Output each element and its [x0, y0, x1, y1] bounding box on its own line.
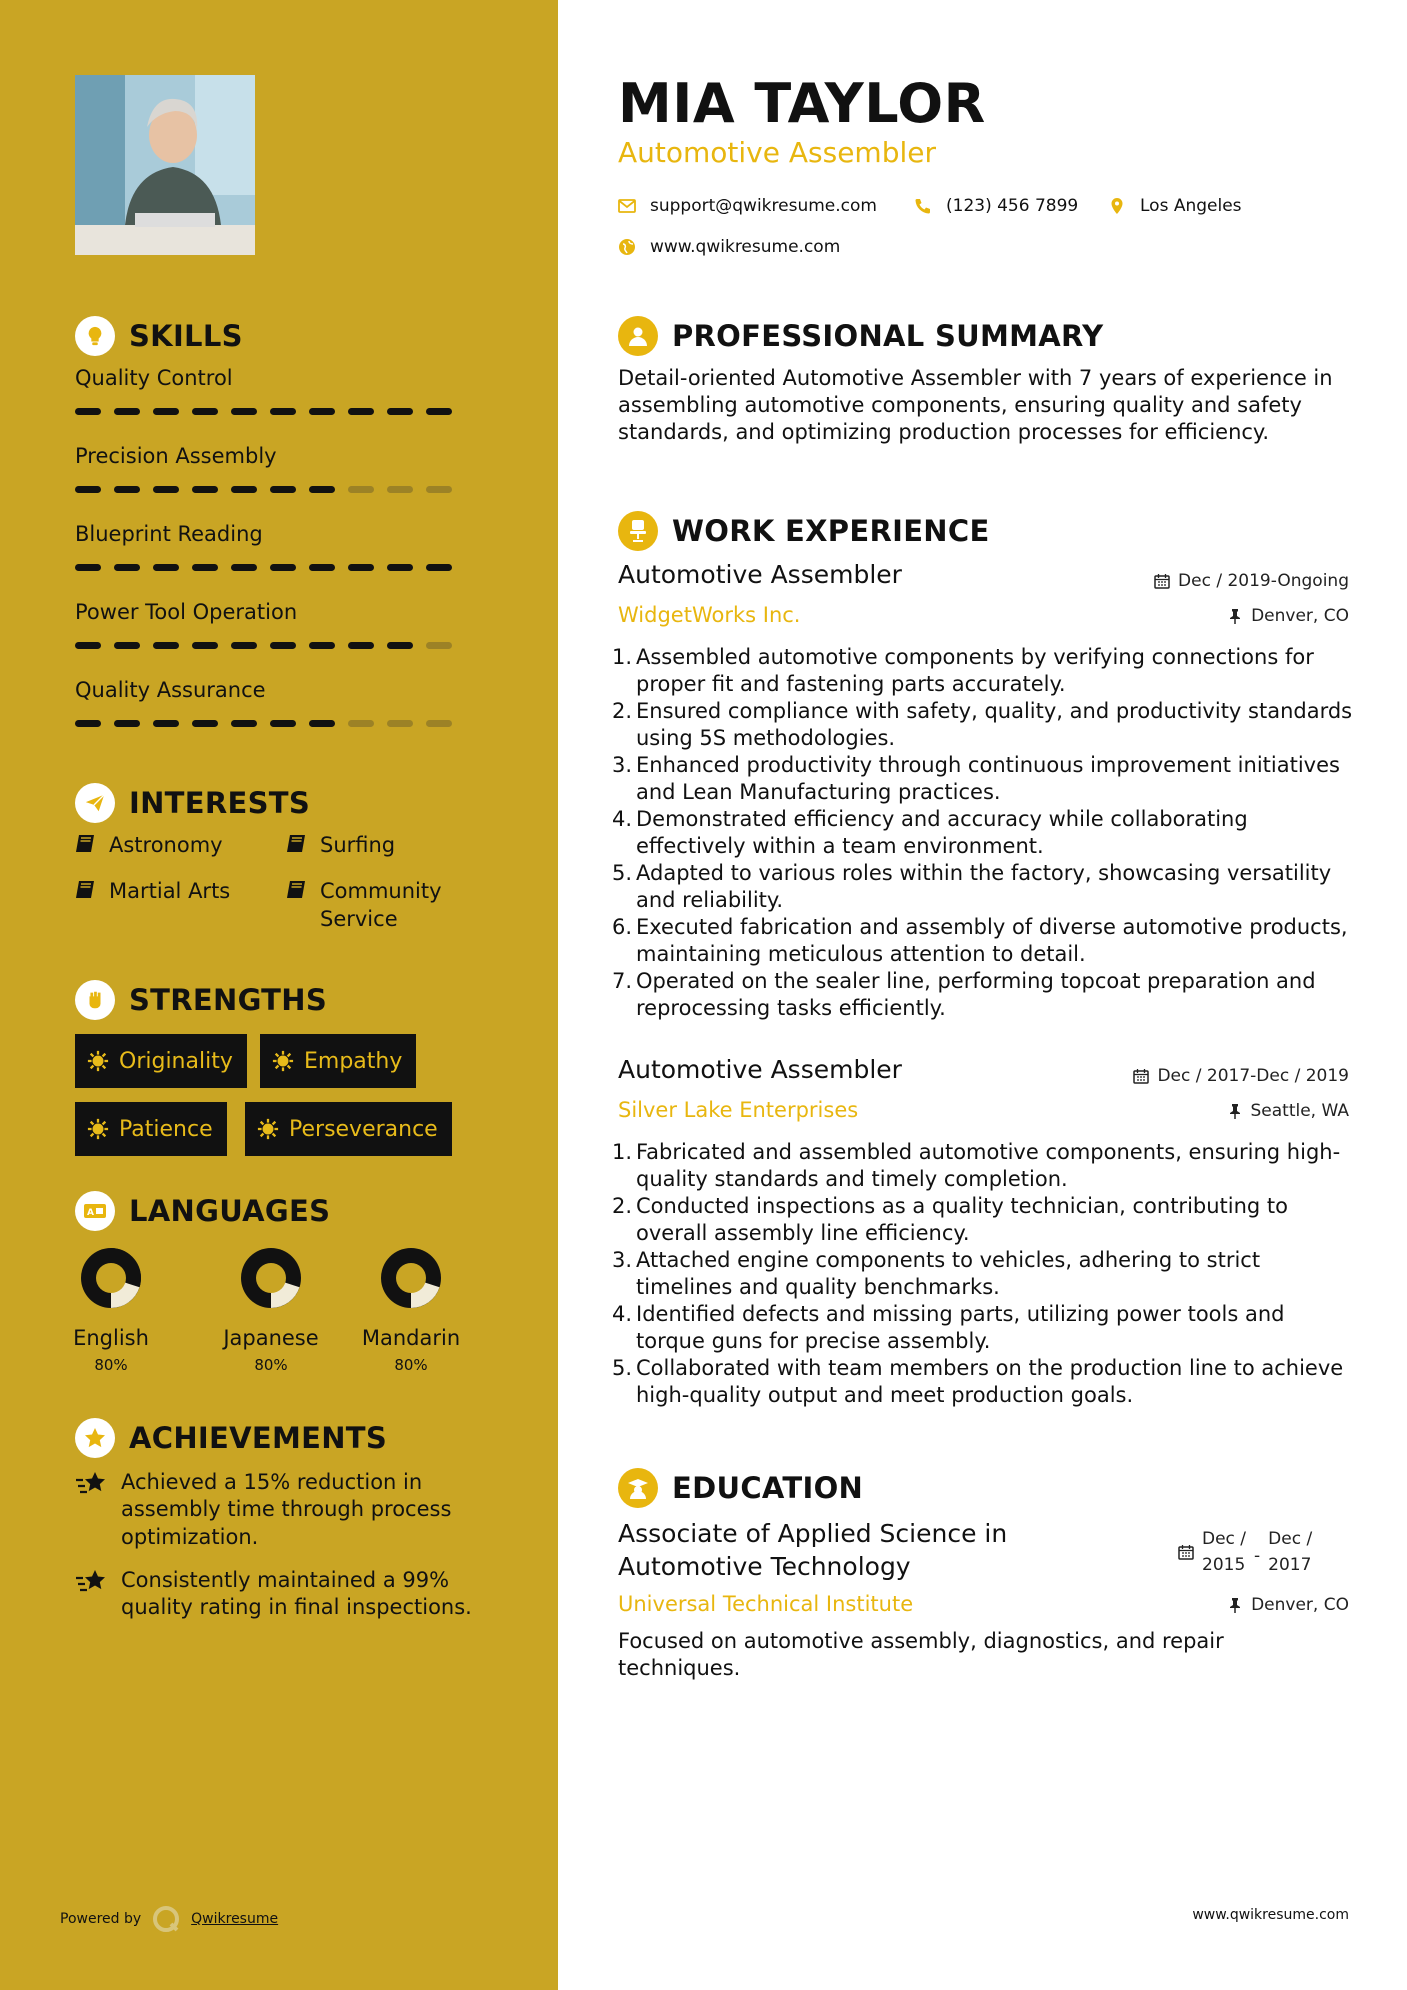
education-end — [1268, 1526, 1312, 1578]
office-chair-icon — [618, 511, 658, 551]
contact-phone — [914, 196, 1078, 216]
svg-text:A: A — [87, 1208, 94, 1218]
website-text[interactable]: www.qwikresume.com — [650, 237, 841, 257]
achievements-heading — [75, 1418, 387, 1458]
shooting-star-icon — [75, 1471, 109, 1497]
skill-level-segment — [192, 486, 218, 493]
achievement-text: Consistently maintained a 99% quality rating in final inspections. — [121, 1568, 472, 1620]
pushpin-icon — [1227, 1597, 1243, 1613]
skill-level-segment — [192, 720, 218, 727]
skill-level-segment — [153, 486, 179, 493]
job-dates — [1133, 1066, 1349, 1086]
duty-item: Executed fabrication and assembly of diverse automotive products, maintaining meticulous attention to detail. — [636, 915, 1348, 966]
skill-level-segment — [114, 486, 140, 493]
summary-title: PROFESSIONAL SUMMARY — [672, 319, 1104, 353]
language-name: Japanese — [223, 1326, 319, 1350]
skill-level-segment — [114, 642, 140, 649]
job-duties-list — [618, 1139, 1358, 1409]
summary-heading — [618, 316, 1103, 356]
strength-badge — [75, 1102, 227, 1156]
experience-heading — [618, 511, 990, 551]
interests-heading — [75, 783, 310, 823]
language-card-icon — [75, 1191, 115, 1231]
skill-level-segment — [348, 642, 374, 649]
education-end-month: Dec / — [1268, 1529, 1313, 1549]
skill-level-segment — [114, 720, 140, 727]
strength-badge — [75, 1034, 247, 1088]
education-start-month: Dec / — [1202, 1529, 1247, 1549]
language-percent: 80% — [254, 1356, 288, 1374]
job-dates-text: Dec / 2019-Ongoing — [1178, 571, 1349, 591]
job-location-text: Denver, CO — [1251, 606, 1349, 626]
skill-level-segment — [270, 642, 296, 649]
skill-level-segment — [192, 564, 218, 571]
candidate-name: MIA TAYLOR — [618, 72, 986, 135]
skill-level-bar — [75, 408, 452, 415]
skill-level-segment — [153, 408, 179, 415]
skill-level-bar — [75, 642, 452, 649]
interest-label: Community Service — [320, 879, 442, 932]
user-icon — [618, 316, 658, 356]
interest-item — [286, 831, 395, 859]
skills-title: SKILLS — [129, 319, 243, 353]
school-name: Universal Technical Institute — [618, 1592, 914, 1616]
powered-by — [60, 1904, 278, 1934]
skills-heading — [75, 316, 243, 356]
contact-location — [1108, 196, 1242, 216]
skill-level-segment — [270, 720, 296, 727]
degree-title — [618, 1517, 1007, 1583]
duty-item: Operated on the sealer line, performing topcoat preparation and reprocessing tasks efficiently. — [636, 969, 1316, 1020]
sun-icon — [87, 1050, 109, 1072]
skill-level-segment — [75, 408, 101, 415]
summary-text: Detail-oriented Automotive Assembler with 7 years of experience in assembling automotive components, ensuring quality and safety standards, and optimizing production processes for efficiency. — [618, 366, 1333, 444]
skill-name: Precision Assembly — [75, 444, 277, 468]
job-duties-list — [618, 644, 1358, 1022]
interest-label: Martial Arts — [109, 879, 231, 903]
strength-label: Patience — [119, 1116, 213, 1142]
skill-level-segment — [348, 486, 374, 493]
skill-item — [75, 600, 465, 625]
shooting-star-icon — [75, 1569, 109, 1595]
fist-icon — [75, 980, 115, 1020]
interest-item — [286, 877, 476, 934]
skill-level-segment — [270, 486, 296, 493]
duty-item: Adapted to various roles within the factory, showcasing versatility and reliability. — [636, 861, 1332, 912]
job-location — [1227, 606, 1349, 626]
skill-level-segment — [231, 642, 257, 649]
education-title: EDUCATION — [672, 1471, 864, 1505]
sun-icon — [272, 1050, 294, 1072]
achievements-title: ACHIEVEMENTS — [129, 1421, 388, 1455]
degree-line: Associate of Applied Science in — [618, 1519, 1008, 1548]
education-text: Focused on automotive assembly, diagnostics, and repair techniques. — [618, 1629, 1224, 1680]
sidebar — [0, 0, 558, 1990]
footer-url[interactable]: www.qwikresume.com — [1192, 1907, 1349, 1923]
education-location-text: Denver, CO — [1251, 1595, 1349, 1615]
interest-label: Astronomy — [109, 833, 223, 857]
profile-photo — [75, 75, 255, 255]
company-name: WidgetWorks Inc. — [618, 603, 801, 627]
skill-level-segment — [387, 486, 413, 493]
duty-item: Assembled automotive components by verifying connections for proper fit and fastening parts accurately. — [636, 645, 1314, 696]
language-percent: 80% — [94, 1356, 128, 1374]
pushpin-icon — [1227, 1103, 1243, 1119]
skill-item — [75, 444, 465, 469]
skill-level-segment — [348, 408, 374, 415]
skill-level-segment — [231, 486, 257, 493]
job-dates — [1154, 571, 1349, 591]
book-icon — [286, 834, 308, 854]
skill-level-segment — [270, 408, 296, 415]
contact-email — [618, 196, 877, 216]
paper-plane-icon — [75, 783, 115, 823]
strength-badge — [260, 1034, 416, 1088]
education-end-year: 2017 — [1268, 1555, 1312, 1575]
company-name: Silver Lake Enterprises — [618, 1098, 859, 1122]
skill-level-segment — [153, 642, 179, 649]
language-percent: 80% — [394, 1356, 428, 1374]
strengths-heading — [75, 980, 327, 1020]
calendar-icon — [1133, 1068, 1149, 1084]
skill-level-segment — [348, 564, 374, 571]
skill-level-segment — [75, 564, 101, 571]
job-title: Automotive Assembler — [618, 560, 902, 589]
phone-text[interactable]: (123) 456 7899 — [946, 196, 1079, 216]
degree-line: Automotive Technology — [618, 1552, 911, 1581]
language-item — [351, 1246, 471, 1374]
skill-level-segment — [426, 486, 452, 493]
skill-level-bar — [75, 720, 452, 727]
strengths-title: STRENGTHS — [129, 983, 328, 1017]
skill-level-segment — [231, 720, 257, 727]
skill-level-segment — [426, 720, 452, 727]
main-content — [558, 0, 1407, 1990]
job-dates-text: Dec / 2017-Dec / 2019 — [1157, 1066, 1349, 1086]
achievement-text: Achieved a 15% reduction in assembly time through process optimization. — [121, 1470, 452, 1549]
book-icon — [286, 880, 308, 900]
candidate-role: Automotive Assembler — [618, 136, 936, 169]
envelope-icon — [618, 197, 636, 215]
achievement-item — [75, 1567, 495, 1622]
job-title: Automotive Assembler — [618, 1055, 902, 1084]
language-item — [211, 1246, 331, 1374]
duty-item: Identified defects and missing parts, utilizing power tools and torque guns for precise assembly. — [636, 1302, 1285, 1353]
achievement-item — [75, 1469, 495, 1551]
interest-item — [75, 831, 223, 859]
calendar-icon — [1154, 573, 1170, 589]
powered-by-label: Powered by — [60, 1911, 142, 1927]
qwikresume-logo-icon — [151, 1904, 181, 1934]
skill-level-segment — [387, 642, 413, 649]
strength-badge — [245, 1102, 452, 1156]
job-location-text: Seattle, WA — [1250, 1101, 1349, 1121]
language-name: English — [73, 1326, 149, 1350]
skill-level-segment — [75, 720, 101, 727]
strength-label: Empathy — [304, 1048, 403, 1074]
skill-level-bar — [75, 486, 452, 493]
skill-name: Power Tool Operation — [75, 600, 298, 624]
skill-item — [75, 522, 465, 547]
skill-level-segment — [75, 642, 101, 649]
education-heading — [618, 1468, 863, 1508]
book-icon — [75, 834, 97, 854]
skill-level-segment — [270, 564, 296, 571]
interest-label: Surfing — [320, 833, 396, 857]
phone-icon — [914, 197, 932, 215]
language-ring — [79, 1246, 143, 1310]
sun-icon — [257, 1118, 279, 1140]
duty-item: Attached engine components to vehicles, adhering to strict timelines and quality benchmarks. — [636, 1248, 1261, 1299]
skill-level-segment — [153, 564, 179, 571]
skill-level-segment — [426, 564, 452, 571]
skill-level-segment — [387, 720, 413, 727]
interest-item — [75, 877, 230, 905]
map-pin-icon — [1108, 197, 1126, 215]
skill-level-segment — [192, 642, 218, 649]
skill-name: Quality Assurance — [75, 678, 266, 702]
skill-item — [75, 366, 465, 391]
skill-level-segment — [114, 564, 140, 571]
skill-level-segment — [309, 486, 335, 493]
star-icon — [75, 1418, 115, 1458]
calendar-icon — [1178, 1544, 1194, 1560]
skill-level-segment — [153, 720, 179, 727]
email-text[interactable]: support@qwikresume.com — [650, 196, 877, 216]
skill-level-segment — [348, 720, 374, 727]
duty-item: Fabricated and assembled automotive components, ensuring high-quality standards and timely completion. — [636, 1140, 1341, 1191]
date-dash: - — [1254, 1546, 1261, 1566]
skill-level-segment — [309, 408, 335, 415]
location-text: Los Angeles — [1140, 196, 1242, 216]
skill-level-segment — [426, 408, 452, 415]
education-start-year: 2015 — [1202, 1555, 1246, 1575]
book-icon — [75, 880, 97, 900]
duty-item: Conducted inspections as a quality technician, contributing to overall assembly line efficiency. — [636, 1194, 1289, 1245]
language-name: Mandarin — [361, 1326, 461, 1350]
interests-title: INTERESTS — [129, 786, 311, 820]
education-start — [1202, 1526, 1246, 1578]
skill-level-segment — [309, 564, 335, 571]
strength-label: Perseverance — [289, 1116, 438, 1142]
skill-level-bar — [75, 564, 452, 571]
skill-level-segment — [75, 486, 101, 493]
experience-title: WORK EXPERIENCE — [672, 514, 990, 548]
languages-heading — [75, 1191, 330, 1231]
duty-item: Ensured compliance with safety, quality, and productivity standards using 5S methodologies. — [636, 699, 1353, 750]
duty-item: Enhanced productivity through continuous improvement initiatives and Lean Manufacturing practices. — [636, 753, 1340, 804]
skill-level-segment — [231, 564, 257, 571]
duty-item: Collaborated with team members on the production line to achieve high-quality output and meet production goals. — [636, 1356, 1344, 1407]
qwikresume-link[interactable]: Qwikresume — [191, 1911, 279, 1927]
graduate-icon — [618, 1468, 658, 1508]
job-location — [1227, 1101, 1350, 1121]
skill-level-segment — [387, 408, 413, 415]
lightbulb-icon — [75, 316, 115, 356]
globe-icon — [618, 238, 636, 256]
skill-name: Blueprint Reading — [75, 522, 263, 546]
skill-level-segment — [309, 720, 335, 727]
skill-level-segment — [114, 408, 140, 415]
skill-level-segment — [426, 642, 452, 649]
duty-item: Demonstrated efficiency and accuracy while collaborating effectively within a team environment. — [636, 807, 1248, 858]
skill-item — [75, 678, 465, 703]
languages-title: LANGUAGES — [129, 1194, 331, 1228]
language-ring — [239, 1246, 303, 1310]
pushpin-icon — [1227, 608, 1243, 624]
sun-icon — [87, 1118, 109, 1140]
strength-label: Originality — [119, 1048, 233, 1074]
contact-website — [618, 237, 840, 257]
skill-level-segment — [387, 564, 413, 571]
skill-level-segment — [309, 642, 335, 649]
skill-name: Quality Control — [75, 366, 233, 390]
language-ring — [379, 1246, 443, 1310]
education-dates — [1178, 1526, 1312, 1578]
language-item — [51, 1246, 171, 1374]
skill-level-segment — [192, 408, 218, 415]
education-location — [1227, 1595, 1349, 1615]
skill-level-segment — [231, 408, 257, 415]
